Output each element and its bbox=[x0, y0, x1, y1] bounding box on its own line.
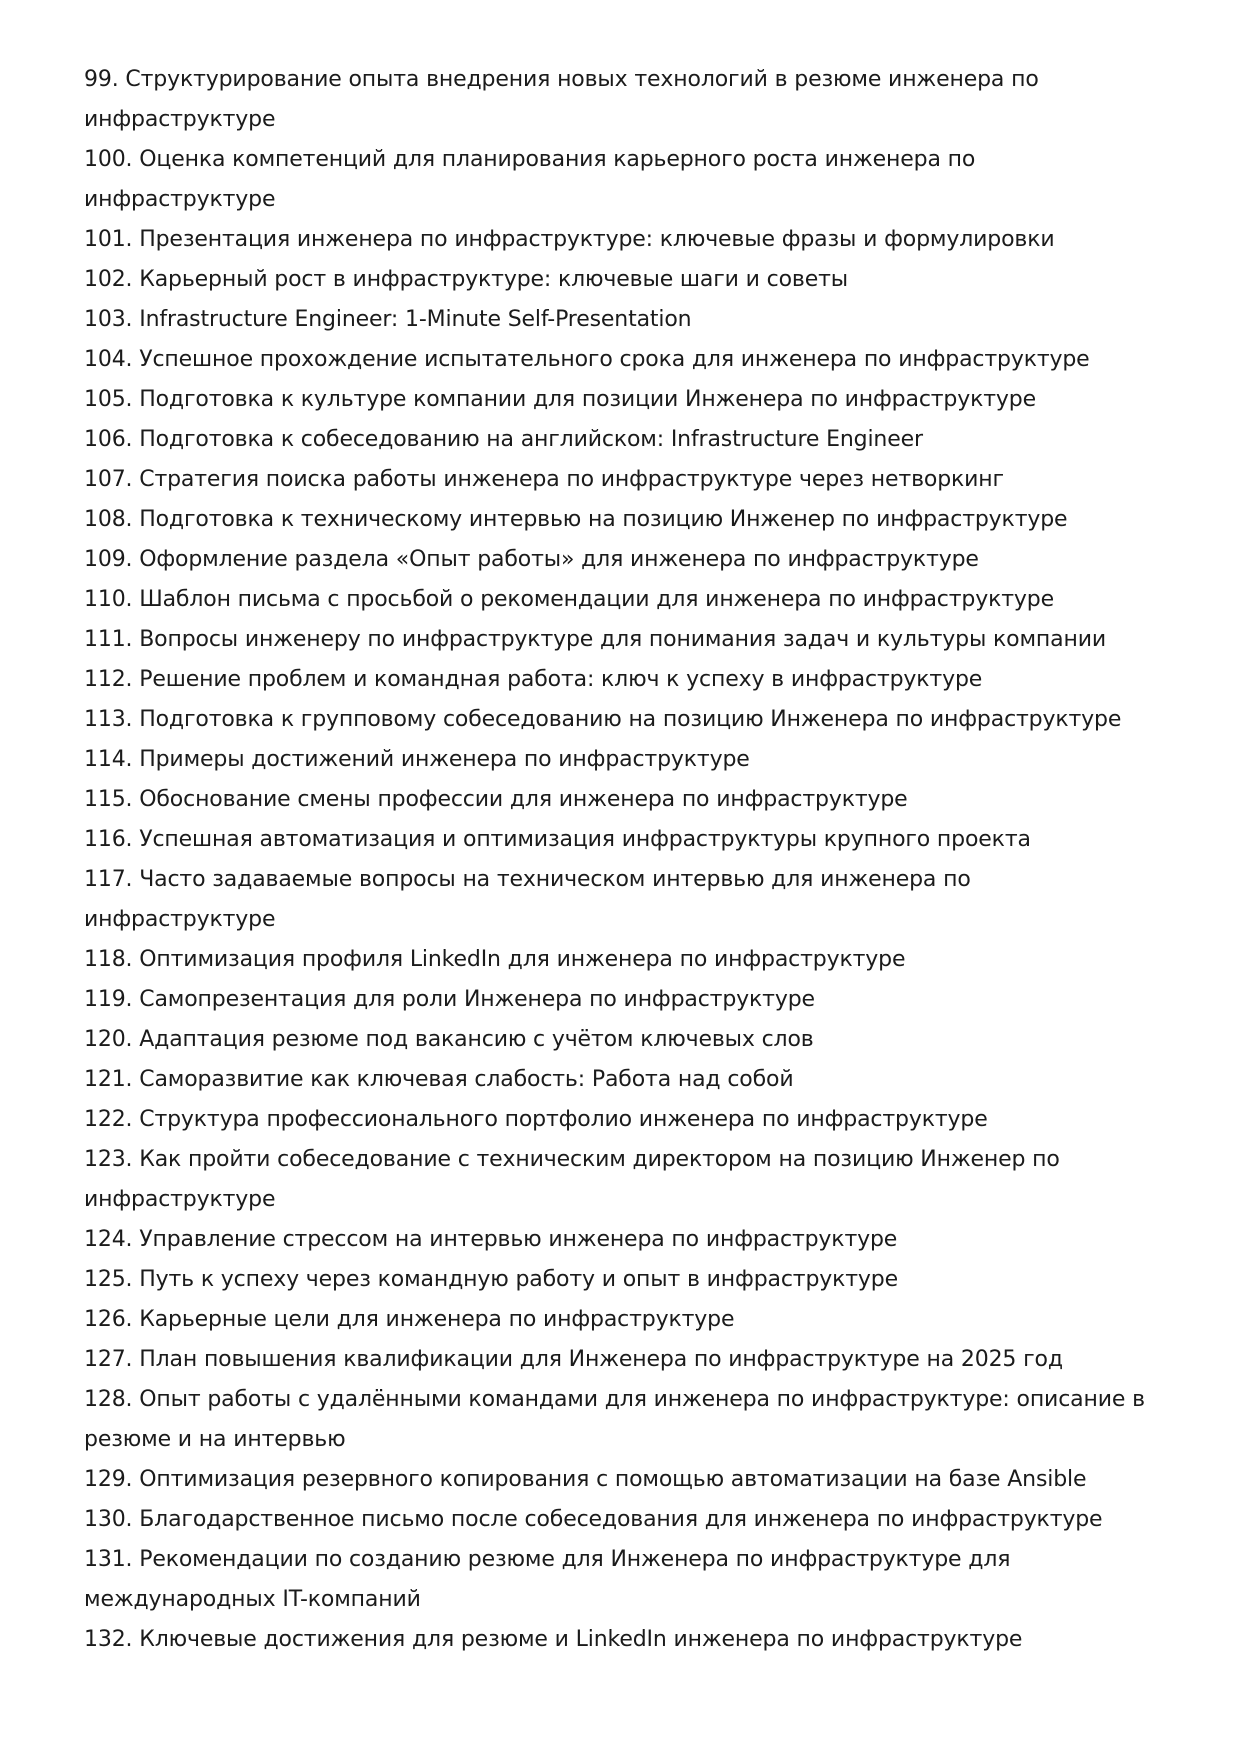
list-item: 115. Обоснование смены профессии для инженера по инфраструктуре bbox=[84, 787, 908, 812]
list-item: 132. Ключевые достижения для резюме и LinkedIn инженера по инфраструктуре bbox=[84, 1627, 1023, 1652]
list-item: 101. Презентация инженера по инфраструктуре: ключевые фразы и формулировки bbox=[84, 227, 1055, 252]
list-item: 110. Шаблон письма с просьбой о рекомендации для инженера по инфраструктуре bbox=[84, 587, 1054, 612]
list-item: 123. Как пройти собеседование с техническим директором на позицию Инженер по инфраструктуре bbox=[84, 1147, 1060, 1212]
list-item: 114. Примеры достижений инженера по инфраструктуре bbox=[84, 747, 750, 772]
list-item: 125. Путь к успеху через командную работу и опыт в инфраструктуре bbox=[84, 1267, 899, 1292]
list-item: 112. Решение проблем и командная работа: ключ к успеху в инфраструктуре bbox=[84, 667, 983, 692]
list-item: 118. Оптимизация профиля LinkedIn для инженера по инфраструктуре bbox=[84, 947, 906, 972]
list-item: 126. Карьерные цели для инженера по инфраструктуре bbox=[84, 1307, 735, 1332]
list-item: 124. Управление стрессом на интервью инженера по инфраструктуре bbox=[84, 1227, 898, 1252]
list-item: 102. Карьерный рост в инфраструктуре: ключевые шаги и советы bbox=[84, 267, 848, 292]
list-item: 117. Часто задаваемые вопросы на техническом интервью для инженера по инфраструктуре bbox=[84, 867, 971, 932]
list-item: 108. Подготовка к техническому интервью на позицию Инженер по инфраструктуре bbox=[84, 507, 1068, 532]
list-item: 130. Благодарственное письмо после собеседования для инженера по инфраструктуре bbox=[84, 1507, 1103, 1532]
list-item: 116. Успешная автоматизация и оптимизация инфраструктуры крупного проекта bbox=[84, 827, 1031, 852]
list-item: 129. Оптимизация резервного копирования с помощью автоматизации на базе Ansible bbox=[84, 1467, 1087, 1492]
list-item: 99. Структурирование опыта внедрения новых технологий в резюме инженера по инфраструктуре bbox=[84, 67, 1039, 132]
list-item: 122. Структура профессионального портфолио инженера по инфраструктуре bbox=[84, 1107, 988, 1132]
list-item: 119. Самопрезентация для роли Инженера по инфраструктуре bbox=[84, 987, 815, 1012]
list-item: 103. Infrastructure Engineer: 1-Minute Self-Presentation bbox=[84, 307, 692, 332]
list-item: 127. План повышения квалификации для Инженера по инфраструктуре на 2025 год bbox=[84, 1347, 1063, 1372]
list-item: 113. Подготовка к групповому собеседованию на позицию Инженера по инфраструктуре bbox=[84, 707, 1122, 732]
list-item: 121. Саморазвитие как ключевая слабость: Работа над собой bbox=[84, 1067, 794, 1092]
list-item: 111. Вопросы инженеру по инфраструктуре для понимания задач и культуры компании bbox=[84, 627, 1107, 652]
list-item: 105. Подготовка к культуре компании для позиции Инженера по инфраструктуре bbox=[84, 387, 1036, 412]
list-item: 107. Стратегия поиска работы инженера по инфраструктуре через нетворкинг bbox=[84, 467, 1004, 492]
list-item: 120. Адаптация резюме под вакансию с учётом ключевых слов bbox=[84, 1027, 814, 1052]
list-item: 109. Оформление раздела «Опыт работы» для инженера по инфраструктуре bbox=[84, 547, 979, 572]
list-item: 128. Опыт работы с удалёнными командами для инженера по инфраструктуре: описание в резюме и на интервью bbox=[84, 1387, 1145, 1452]
list-item: 106. Подготовка к собеседованию на английском: Infrastructure Engineer bbox=[84, 427, 923, 452]
document-page bbox=[84, 60, 1164, 1660]
list-item: 100. Оценка компетенций для планирования карьерного роста инженера по инфраструктуре bbox=[84, 147, 976, 212]
list-item: 104. Успешное прохождение испытательного срока для инженера по инфраструктуре bbox=[84, 347, 1090, 372]
article-list bbox=[84, 60, 1164, 1660]
list-item: 131. Рекомендации по созданию резюме для Инженера по инфраструктуре для международных IT-компаний bbox=[84, 1547, 1011, 1612]
